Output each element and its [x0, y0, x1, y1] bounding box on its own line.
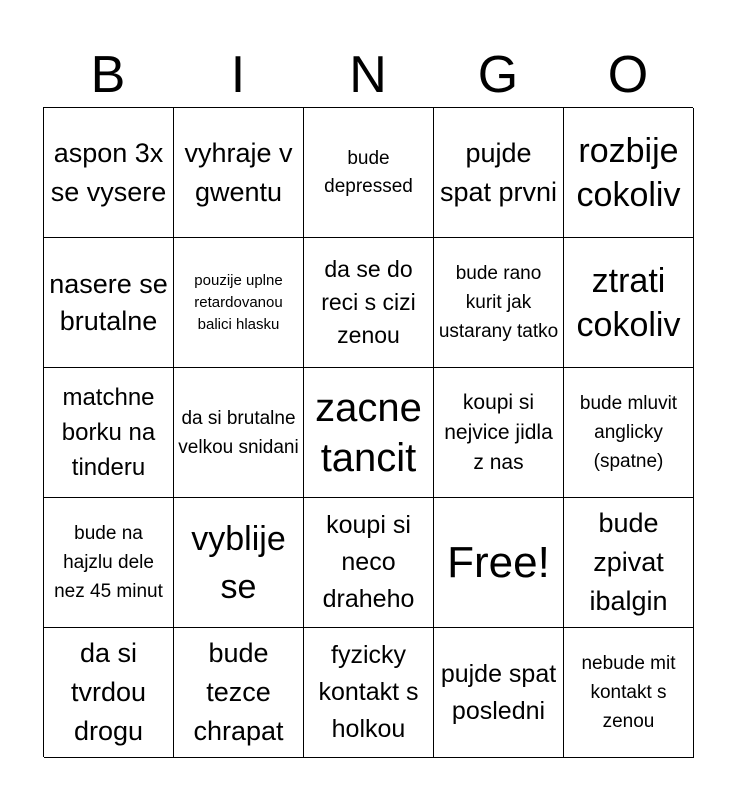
- bingo-cell[interactable]: [564, 368, 694, 498]
- cell-text: nasere se brutalne: [49, 268, 168, 336]
- bingo-cell[interactable]: [44, 368, 174, 498]
- bingo-cell[interactable]: [304, 238, 434, 368]
- bingo-cell[interactable]: [434, 628, 564, 758]
- cell-text: bude tezce chrapat: [193, 638, 284, 746]
- cell-text: koupi si neco draheho: [322, 511, 415, 613]
- cell-text: nebude mit kontakt s zenou: [581, 653, 676, 732]
- bingo-cell[interactable]: [304, 498, 434, 628]
- bingo-cell[interactable]: [304, 108, 434, 238]
- cell-text: vyblije se: [191, 519, 286, 606]
- bingo-header: [43, 42, 693, 108]
- cell-text: bude depressed: [324, 147, 413, 197]
- bingo-cell[interactable]: [44, 628, 174, 758]
- cell-text: pujde spat posledni: [440, 659, 557, 725]
- cell-text: da si tvrdou drogu: [70, 638, 147, 746]
- header-letter-o: O: [607, 46, 649, 104]
- bingo-cell[interactable]: [564, 238, 694, 368]
- cell-text: ztrati cokoliv: [576, 261, 681, 344]
- cell-text: koupi si nejvice jidla z nas: [444, 390, 553, 474]
- cell-text: rozbije cokoliv: [576, 131, 681, 214]
- header-letter-n: N: [349, 46, 387, 104]
- bingo-cell[interactable]: [304, 368, 434, 498]
- cell-text: vyhraje v gwentu: [184, 137, 293, 207]
- cell-text: pujde spat prvni: [439, 137, 558, 207]
- cell-text: fyzicky kontakt s holkou: [318, 641, 419, 743]
- bingo-cell[interactable]: [174, 108, 304, 238]
- header-letter-g: G: [477, 46, 519, 104]
- header-letter-b: B: [90, 46, 126, 104]
- bingo-cell[interactable]: [174, 498, 304, 628]
- bingo-cell[interactable]: [564, 628, 694, 758]
- cell-text: Free!: [447, 537, 550, 587]
- bingo-cell[interactable]: [174, 368, 304, 498]
- cell-text: zacne tancit: [315, 385, 422, 480]
- bingo-cell[interactable]: [174, 238, 304, 368]
- bingo-cell[interactable]: [564, 108, 694, 238]
- bingo-cell[interactable]: [564, 498, 694, 628]
- cell-text: bude zpivat ibalgin: [589, 508, 668, 616]
- cell-text: bude rano kurit jak ustarany tatko: [438, 263, 559, 342]
- cell-text: da si brutalne velkou snidani: [178, 407, 299, 458]
- cell-text: aspon 3x se vysere: [50, 137, 167, 207]
- cell-text: da se do reci s cizi zenou: [321, 256, 416, 348]
- cell-text: bude na hajzlu dele nez 45 minut: [54, 523, 163, 602]
- bingo-cell[interactable]: [44, 498, 174, 628]
- bingo-cell[interactable]: [174, 628, 304, 758]
- bingo-board: [43, 107, 693, 757]
- cell-text: bude mluvit anglicky (spatne): [579, 393, 678, 472]
- cell-text: pouzije uplne retardovanou balici hlasku: [194, 271, 283, 333]
- cell-text: matchne borku na tinderu: [61, 384, 156, 481]
- bingo-cell[interactable]: [44, 238, 174, 368]
- bingo-cell[interactable]: [304, 628, 434, 758]
- bingo-cell[interactable]: [434, 368, 564, 498]
- bingo-cell[interactable]: [44, 108, 174, 238]
- header-letter-i: I: [230, 46, 246, 104]
- bingo-cell[interactable]: [434, 238, 564, 368]
- free-space-cell[interactable]: [434, 498, 564, 628]
- bingo-cell[interactable]: [434, 108, 564, 238]
